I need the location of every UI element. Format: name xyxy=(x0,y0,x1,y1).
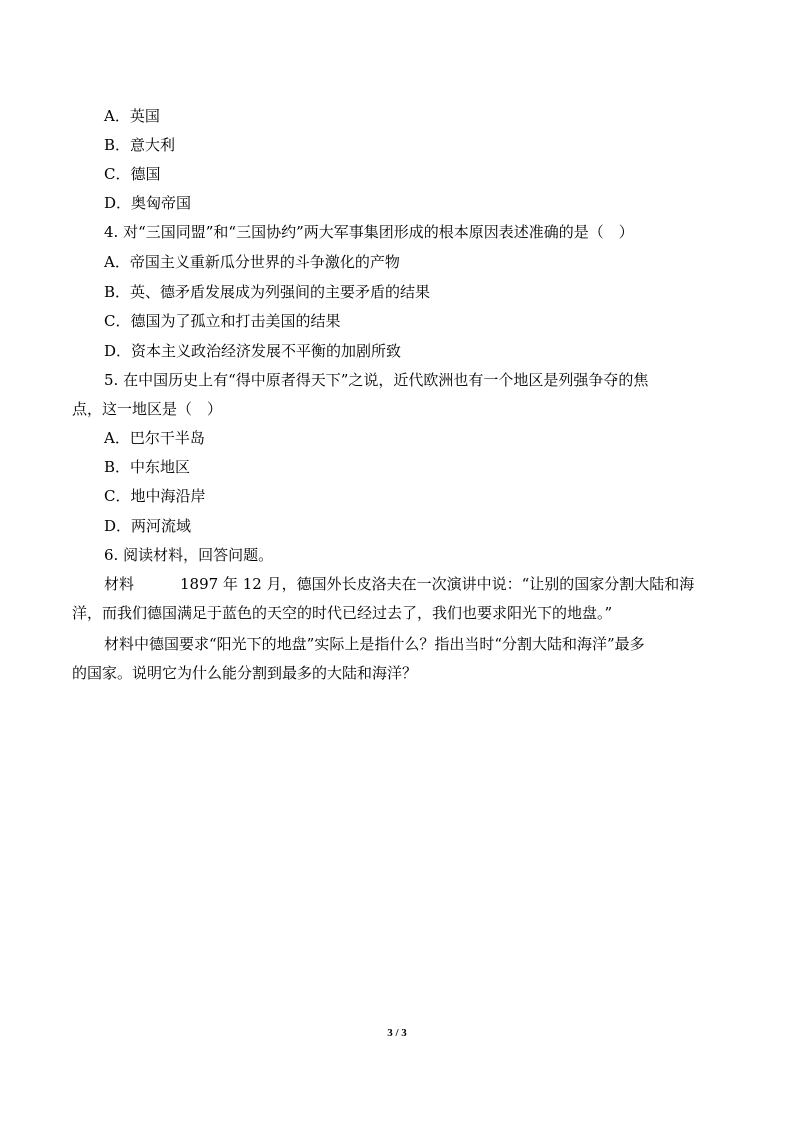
q3-option-a: A．英国 xyxy=(104,107,160,125)
q4-option-d: D．资本主义政治经济发展不平衡的加剧所致 xyxy=(104,342,402,360)
q6-material-label: 材料 xyxy=(104,575,135,593)
q3-option-c: C．德国 xyxy=(104,165,161,183)
q4-stem: 4. 对“三国同盟”和“三国协约”两大军事集团形成的根本原因表述准确的是（ ） xyxy=(104,223,634,241)
q5-option-a: A．巴尔干半岛 xyxy=(104,429,205,447)
q5-option-b: B．中东地区 xyxy=(104,458,191,476)
q5-option-d: D．两河流域 xyxy=(104,517,192,535)
q5-stem-line2: 点，这一地区是（ ） xyxy=(72,400,223,418)
q4-option-a: A．帝国主义重新瓜分世界的斗争激化的产物 xyxy=(104,253,400,271)
q6-question-line2: 的国家。说明它为什么能分割到最多的大陆和海洋？ xyxy=(72,664,418,682)
q5-stem-line1: 5. 在中国历史上有“得中原者得天下”之说，近代欧洲也有一个地区是列强争夺的焦 xyxy=(104,371,649,389)
q5-option-c: C．地中海沿岸 xyxy=(104,487,206,505)
q6-stem: 6. 阅读材料，回答问题。 xyxy=(104,546,274,564)
q4-option-b: B．英、德矛盾发展成为列强间的主要矛盾的结果 xyxy=(104,283,431,301)
q3-option-d: D．奥匈帝国 xyxy=(104,194,192,212)
q6-question-line1: 材料中德国要求“阳光下的地盘”实际上是指什么？指出当时“分割大陆和海洋”最多 xyxy=(104,635,645,653)
page-number: 3 / 3 xyxy=(387,1027,407,1039)
q6-material-line2: 洋，而我们德国满足于蓝色的天空的时代已经过去了，我们也要求阳光下的地盘。” xyxy=(72,604,613,622)
q6-material-line1: 1897 年 12 月，德国外长皮洛夫在一次演讲中说：“让别的国家分割大陆和海 xyxy=(180,575,695,593)
q4-option-c: C．德国为了孤立和打击美国的结果 xyxy=(104,312,341,330)
q3-option-b: B．意大利 xyxy=(104,136,176,154)
